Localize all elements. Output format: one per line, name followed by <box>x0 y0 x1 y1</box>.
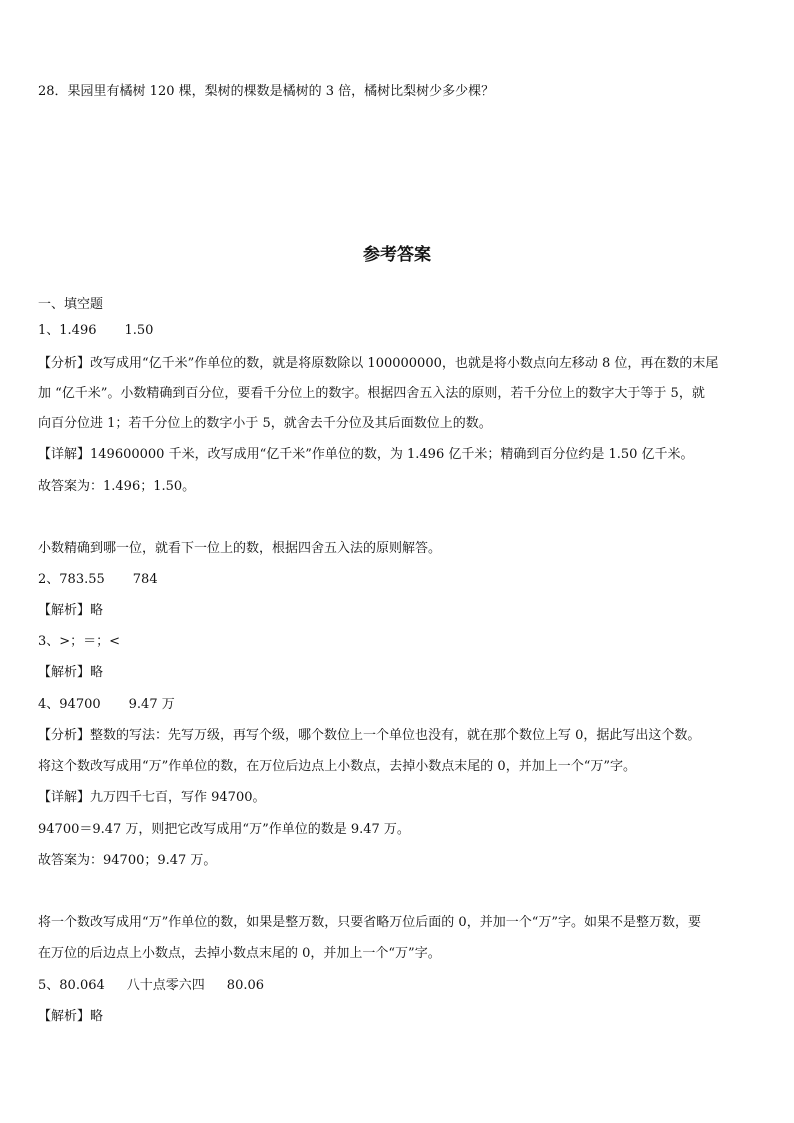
answers-title: 参考答案 <box>363 245 431 265</box>
answer-2-value-2: 784 <box>132 572 158 587</box>
answer-4-conclusion: 故答案为：94700；9.47 万。 <box>38 853 217 868</box>
answer-2-values <box>38 571 158 589</box>
answer-1-analysis-line-2: 加 “亿千米”。小数精确到百分位，要看千分位上的数字。根据四舍五入法的原则，若千分位上的数字大于等于 5，就 <box>38 386 705 401</box>
answer-3-values: 3、>；＝；< <box>38 634 121 649</box>
answer-4-analysis-line-2: 将这个数改写成用“万”作单位的数，在万位后边点上小数点，去掉小数点末尾的 0，并加上一个“万”字。 <box>38 759 636 774</box>
answer-1-analysis-line-3: 向百分位进 1；若千分位上的数字小于 5，就舍去千分位及其后面数位上的数。 <box>38 416 492 431</box>
answer-1-conclusion: 故答案为：1.496；1.50。 <box>38 479 196 494</box>
answer-5-analysis: 【解析】略 <box>38 1009 104 1024</box>
answer-5-value-1: 80.064 <box>59 978 105 993</box>
answer-1-values <box>38 322 153 340</box>
answer-1-value-1: 1.496 <box>59 323 97 338</box>
answer-5-value-3: 80.06 <box>226 978 265 993</box>
answer-4-analysis-line-1: 【分析】整数的写法：先写万级，再写个级，哪个数位上一个单位也没有，就在那个数位上写 0，据此写出这个数。 <box>38 728 701 743</box>
answer-5-number: 5、 <box>38 978 60 993</box>
answer-5-values <box>38 977 264 995</box>
answer-3-analysis: 【解析】略 <box>38 665 104 680</box>
question-28: 28．果园里有橘树 120 棵，梨树的棵数是橘树的 3 倍，橘树比梨树少多少棵？ <box>38 84 495 99</box>
answer-4-note-line-1: 将一个数改写成用“万”作单位的数，如果是整万数，只要省略万位后面的 0，并加一个“万”字。如果不是整万数，要 <box>38 915 701 930</box>
answer-1-analysis-line-1: 【分析】改写成用“亿千米”作单位的数，就是将原数除以 100000000，也就是将小数点向左移动 8 位，再在数的末尾 <box>38 356 719 371</box>
answer-4-value-1: 94700 <box>59 697 101 712</box>
answer-4-number: 4、 <box>38 697 60 712</box>
answer-4-note-line-2: 在万位的后边点上小数点，去掉小数点末尾的 0，并加上一个“万”字。 <box>38 946 441 961</box>
answer-1-number: 1、 <box>38 323 60 338</box>
section-fill-blank: 一、填空题 <box>38 297 104 312</box>
answer-1-detail: 【详解】149600000 千米，改写成用“亿千米”作单位的数，为 1.496 亿千米；精确到百分位约是 1.50 亿千米。 <box>38 447 694 462</box>
answer-4-values <box>38 696 175 714</box>
answer-1-value-2: 1.50 <box>124 323 154 338</box>
answer-5-value-2: 八十点零六四 <box>126 978 205 993</box>
answer-2-analysis: 【解析】略 <box>38 603 104 618</box>
answer-4-detail-line-1: 【详解】九万四千七百，写作 94700。 <box>38 790 266 805</box>
answer-1-note: 小数精确到哪一位，就看下一位上的数，根据四舍五入法的原则解答。 <box>38 541 442 556</box>
answer-2-number: 2、 <box>38 572 60 587</box>
answer-4-detail-line-2: 94700＝9.47 万，则把它改写成用“万”作单位的数是 9.47 万。 <box>38 822 410 837</box>
answer-4-value-2: 9.47 万 <box>128 697 175 712</box>
answer-2-value-1: 783.55 <box>59 572 105 587</box>
